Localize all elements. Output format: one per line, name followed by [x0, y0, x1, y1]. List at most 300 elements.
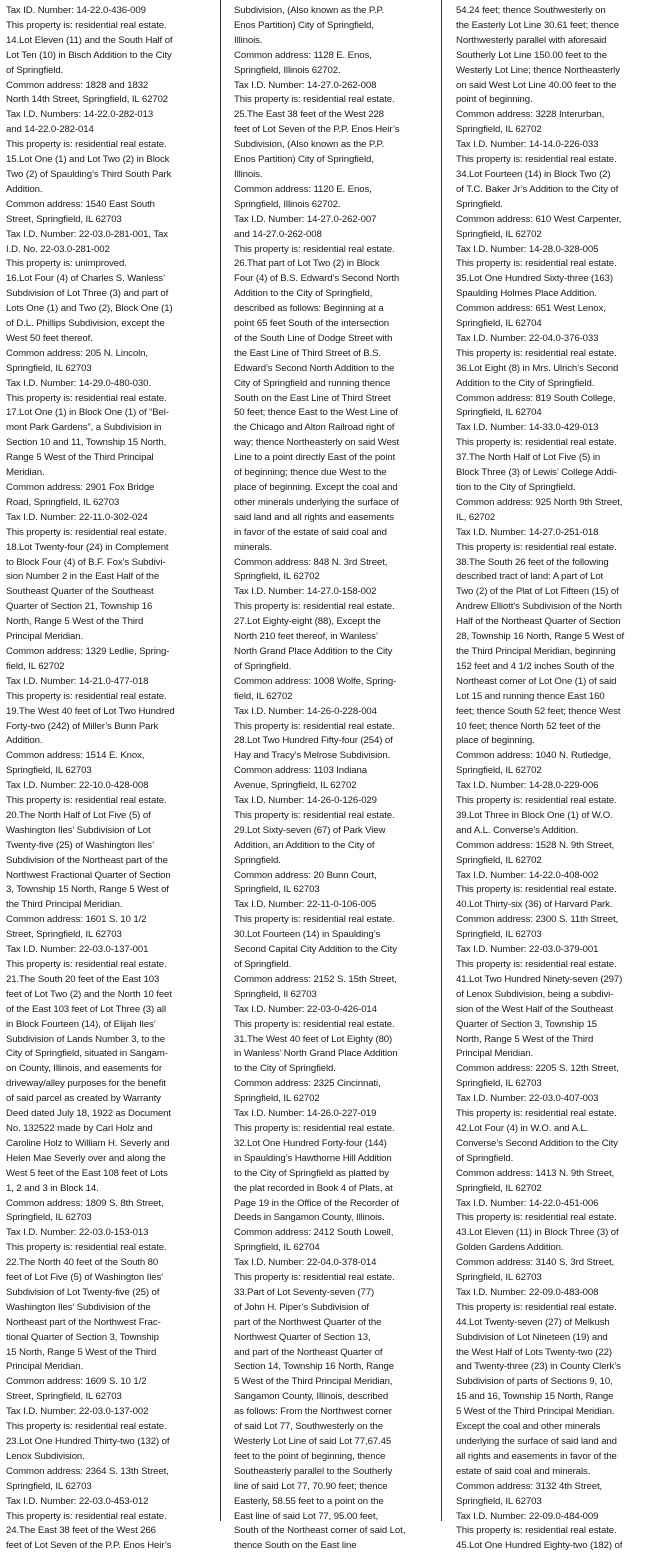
text-line: field, IL 62702 — [6, 660, 65, 672]
text-line: Common address: 1609 S. 10 1/2 — [6, 1376, 147, 1388]
text-line: Springfield, IL 62703 — [6, 1212, 92, 1224]
text-line: 42.Lot Four (4) in W.O. and A.L. — [456, 1122, 589, 1134]
text-line: Except the coal and other minerals — [456, 1421, 601, 1433]
text-line: Tax I.D. Number: 22-03.0-153-013 — [6, 1227, 149, 1239]
text-line: Common address: 3132 4th Street, — [456, 1480, 603, 1492]
text-line: North 210 feet thereof, in Wanless’ — [234, 631, 378, 643]
text-line: Tax I.D. Number: 22-03.0-453-012 — [6, 1495, 149, 1507]
text-line: Spaulding Holmes Place Addition. — [456, 288, 597, 300]
text-line: Northwest Fractional Quarter of Section — [6, 869, 171, 881]
text-line: South on the East Line of Third Street — [234, 392, 391, 404]
text-line: Golden Gardens Addition. — [456, 1242, 564, 1254]
text-line: Common address: 205 N. Lincoln, — [6, 347, 148, 359]
text-line: Springfield, IL 62703 — [456, 1078, 542, 1090]
text-line: Common address: 3228 Interurban, — [456, 109, 605, 121]
text-line: Common address: 2901 Fox Bridge — [6, 482, 155, 493]
text-line: Springfield, Il 62703 — [234, 988, 317, 1000]
text-line: This property is: residential real estate. — [234, 243, 395, 255]
text-line: Northwest Quarter of Section 13, — [234, 1331, 371, 1343]
text-line: Addition, an Addition to the City of — [234, 839, 375, 851]
text-line: 24.The East 38 feet of the West 266 — [6, 1525, 156, 1537]
text-line: Common address: 2325 Cincinnati, — [234, 1078, 381, 1090]
text-line: Sangamon County, Illinois, described — [234, 1391, 389, 1403]
text-line: in favor of the estate of said coal and — [234, 526, 387, 538]
text-line: Tax ID. Number: 14-22.0-436-009 — [6, 5, 146, 16]
text-line: of T.C. Baker Jr’s Addition to the City of — [456, 183, 619, 195]
text-line: 25.The East 38 feet of the West 228 — [234, 109, 384, 121]
text-line: This property is: residential real estate. — [456, 1525, 617, 1537]
text-line: 14.Lot Eleven (11) and the South Half of — [6, 34, 173, 46]
text-line: This property is: residential real estate. — [6, 690, 167, 702]
text-line: 18.Lot Twenty-four (24) in Complement — [6, 541, 169, 553]
text-line: Caroline Holz to William H. Severly and — [6, 1137, 170, 1149]
text-line: described as follows: Beginning at a — [234, 303, 384, 315]
text-line: Line to a point directly East of the point — [234, 452, 396, 464]
text-line: This property is: residential real estate. — [234, 720, 395, 732]
text-line: Springfield, IL 62703 — [6, 362, 92, 374]
text-line: Street, Springfield, IL 62703 — [6, 1391, 122, 1403]
text-line: Tax I.D. Number: 14-26-0-228-004 — [234, 705, 377, 717]
text-line: This property is: residential real estate. — [456, 437, 617, 449]
text-line: of said Lot 77, Southwesterly on the — [234, 1421, 383, 1433]
text-line: 28.Lot Two Hundred Fifty-four (254) of — [234, 735, 393, 747]
text-line: Springfield, IL 62704 — [234, 1242, 320, 1254]
text-line: 45.Lot One Hundred Eighty-two (182) of — [456, 1540, 623, 1552]
text-line: Common address: 1008 Wolfe, Spring- — [234, 675, 397, 687]
text-line: minerals. — [234, 541, 273, 553]
text-line: in Block Fourteen (14), of Elijah Iles’ — [6, 1018, 156, 1030]
text-line: North, Range 5 West of the Third — [456, 1033, 594, 1045]
text-line: Half of the Northeast Quarter of Section — [456, 616, 621, 628]
text-line: Springfield, IL 62702 — [456, 228, 542, 240]
text-line: 34.Lot Fourteen (14) in Block Two (2) — [456, 168, 611, 180]
text-line: Springfield, IL 62702 — [234, 1093, 320, 1105]
text-column-1 — [6, 4, 210, 1554]
text-line: Range 5 West of the Third Principal — [6, 452, 154, 464]
text-line: Washington Iles’ Subdivision of Lot — [6, 824, 151, 836]
text-line: to Block Four (4) of B.F. Fox’s Subdivi- — [6, 556, 166, 568]
text-line: the Easterly Lot Line 30.61 feet; thence — [456, 19, 619, 31]
text-line: Illinois. — [234, 168, 263, 180]
text-line: Common address: 1809 S. 8th Street, — [6, 1197, 164, 1209]
text-line: Common address: 848 N. 3rd Street, — [234, 556, 388, 568]
text-line: Tax I.D. Number: 14-27.0-262-008 — [234, 79, 377, 91]
text-line: City of Springfield, situated in Sangam- — [6, 1048, 168, 1060]
text-line: the Chicago and Alton Railroad right of — [234, 422, 395, 434]
text-line: 1, 2 and 3 in Block 14. — [6, 1182, 99, 1194]
text-line: 37.The North Half of Lot Five (5) in — [456, 452, 601, 464]
text-line: Common address: 2205 S. 12th Street, — [456, 1063, 619, 1075]
text-line: Springfield, IL 62704 — [456, 407, 542, 419]
column-divider-1 — [220, 0, 221, 1521]
text-line: Tax I.D. Number: 22-03.0-281-001, Tax — [6, 228, 168, 240]
text-line: Springfield, IL 62703 — [456, 929, 542, 941]
text-line: Road, Springfield, IL 62703 — [6, 496, 120, 508]
text-line: in Wanless’ North Grand Place Addition — [234, 1048, 398, 1060]
text-line: Tax I.D. Number: 22-03.0-137-002 — [6, 1406, 149, 1418]
text-line: and part of the Northeast Quarter of — [234, 1346, 383, 1358]
text-line: Tax I.D. Number: 22-04.0-378-014 — [234, 1257, 377, 1269]
text-line: to the City of Springfield as platted by — [234, 1167, 389, 1179]
text-line: Four (4) of B.S. Edward’s Second North — [234, 273, 400, 285]
text-line: in Spaulding’s Hawthorne Hill Addition — [234, 1152, 392, 1164]
text-line: feet of Lot Seven of the P.P. Enos Heir’s — [234, 124, 400, 136]
text-line: Andrew Elliott’s Subdivision of the North — [456, 601, 622, 613]
text-line: Common address: 1540 East South — [6, 198, 155, 210]
text-line: Tax I.D. Number: 22-03-0-426-014 — [234, 1003, 377, 1015]
text-column-3 — [456, 4, 660, 1554]
text-line: Tax I.D. Number: 14-27.0-251-018 — [456, 526, 599, 538]
text-line: This property is: residential real estate. — [456, 1301, 617, 1313]
text-line: 3, Township 15 North, Range 5 West of — [6, 884, 169, 896]
text-line: all rights and easements in favor of the — [456, 1450, 617, 1462]
text-line: Addition to the City of Springfield, — [234, 288, 373, 300]
text-line: Common address: 2152 S. 15th Street, — [234, 973, 397, 985]
text-line: 17.Lot One (1) in Block One (1) of “Bel- — [6, 407, 169, 419]
text-line: Section 10 and 11, Township 15 North, — [6, 437, 167, 449]
text-line: 32.Lot One Hundred Forty-four (144) — [234, 1137, 387, 1149]
text-line: on County, Illinois, and easements for — [6, 1063, 163, 1075]
text-line: the Third Principal Meridian. — [6, 899, 123, 911]
text-line: Tax I.D. Number: 14-21.0-477-018 — [6, 675, 149, 687]
text-line: Two (2) of Spaulding’s Third South Park — [6, 168, 172, 180]
text-line: Tax I.D. Number: 14-22.0-408-002 — [456, 869, 599, 881]
text-line: Helen Mae Severly over and along the — [6, 1152, 166, 1164]
text-line: Subdivision of the Northeast part of the — [6, 854, 168, 866]
text-line: Subdivision of parts of Sections 9, 10, — [456, 1376, 613, 1388]
text-line: Common address: 1329 Ledlie, Spring- — [6, 645, 170, 657]
text-line: Lot 15 and running thence East 160 — [456, 690, 605, 702]
text-line: Tax I.D. Number: 14-28.0-328-005 — [456, 243, 599, 255]
text-line: 20.The North Half of Lot Five (5) of — [6, 809, 151, 821]
text-line: City of Springfield and running thence — [234, 377, 391, 389]
text-line: 30.Lot Fourteen (14) in Spaulding’s — [234, 929, 381, 941]
text-line: Tax I.D. Number: 14-26-0-126-029 — [234, 795, 377, 807]
text-line: This property is: residential real estate. — [234, 94, 395, 106]
text-line: Principal Meridian. — [456, 1048, 534, 1060]
text-line: This property is: residential real estate. — [234, 601, 395, 613]
text-line: Springfield, IL 62703 — [6, 1480, 92, 1492]
text-line: Common address: 1528 N. 9th Street, — [456, 839, 615, 851]
text-line: Springfield, IL 62704 — [456, 318, 542, 330]
text-line: This property is: residential real estate. — [456, 959, 617, 970]
text-line: as follows: From the Northwest corner — [234, 1406, 392, 1418]
text-line: 50 feet; thence East to the West Line of — [234, 407, 398, 419]
text-line: 54.24 feet; thence Southwesterly on — [456, 5, 606, 16]
text-line: 39.Lot Three in Block One (1) of W.O. — [456, 809, 613, 821]
text-line: 26.That part of Lot Two (2) in Block — [234, 258, 380, 270]
text-line: of Springfield. — [6, 64, 64, 76]
text-line: to the City of Springfield. — [234, 1063, 336, 1075]
column-divider-2 — [441, 0, 442, 1521]
text-line: This property is: residential real estate. — [456, 795, 617, 807]
text-line: Subdivision of Lot Nineteen (19) and — [456, 1331, 608, 1343]
text-line: Two (2) of the Plat of Lot Fifteen (15) of — [456, 586, 619, 598]
text-line: Principal Meridian. — [6, 1361, 84, 1373]
text-line: 28, Township 16 North, Range 5 West of — [456, 631, 625, 643]
text-line: Common address: 651 West Lenox, — [456, 303, 606, 315]
text-line: Lot Ten (10) in Bisch Addition to the City — [6, 49, 172, 61]
text-line: Twenty-five (25) of Washington Iles’ — [6, 839, 155, 851]
text-line: of said parcel as created by Warranty — [6, 1093, 161, 1105]
text-line: Springfield, IL 62702 — [456, 1182, 542, 1194]
text-line: point of beginning. — [456, 94, 533, 106]
text-line: driveway/alley purposes for the benefit — [6, 1078, 166, 1090]
text-line: 23.Lot One Hundred Thirty-two (132) of — [6, 1436, 170, 1447]
text-line: This property is: residential real estate. — [234, 1122, 395, 1134]
text-line: Second Capital City Addition to the City — [234, 944, 397, 956]
text-line: thence South on the East line — [234, 1540, 357, 1552]
text-line: of the South Line of Dodge Street with — [234, 332, 393, 344]
text-line: North, Range 5 West of the Third — [6, 616, 144, 628]
text-line: and 14-22.0-282-014 — [6, 124, 94, 136]
text-line: of Springfield. — [234, 660, 292, 672]
text-line: Quarter of Section 3, Township 15 — [456, 1018, 598, 1030]
text-line: 29.Lot Sixty-seven (67) of Park View — [234, 824, 386, 836]
text-line: This property is: residential real estate. — [234, 1272, 395, 1284]
text-line: Common address: 925 North 9th Street, — [456, 496, 623, 508]
text-line: IL, 62702 — [456, 511, 496, 523]
text-line: 38.The South 26 feet of the following — [456, 556, 609, 568]
text-line: 15 and 16, Township 15 North, Range — [456, 1391, 614, 1403]
text-line: and 14-27.0-262-008 — [234, 228, 322, 240]
text-line: Springfield, IL 62703 — [456, 1272, 542, 1284]
text-line: Common address: 2412 South Lowell, — [234, 1227, 394, 1239]
text-line: Common address: 1128 E. Enos, — [234, 49, 372, 61]
text-line: This property is: residential real estate. — [6, 526, 167, 538]
text-line: Deed dated July 18, 1922 as Document — [6, 1108, 171, 1120]
text-line: I.D. No. 22-03.0-281-002 — [6, 243, 110, 255]
text-line: Springfield. — [456, 198, 503, 210]
text-line: 31.The West 40 feet of Lot Eighty (80) — [234, 1033, 393, 1045]
text-line: Subdivision of Lands Number 3, to the — [6, 1033, 165, 1045]
text-line: This property is: residential real estate. — [456, 258, 617, 270]
text-line: Common address: 1103 Indiana — [234, 765, 368, 777]
text-line: way; thence Northeasterly on said West — [234, 437, 400, 449]
text-line: Southeast Quarter of the Southeast — [6, 586, 154, 598]
text-line: 152 feet and 4 1/2 inches South of the — [456, 660, 615, 672]
text-line: Tax I.D. Number: 22-03.0-137-001 — [6, 944, 149, 956]
text-line: 41.Lot Two Hundred Ninety-seven (297) — [456, 973, 623, 985]
text-line: other minerals underlying the surface of — [234, 496, 399, 508]
text-line: This property is: residential real estate. — [6, 1421, 167, 1433]
text-line: 15.Lot One (1) and Lot Two (2) in Block — [6, 154, 170, 166]
text-line: Section 14, Township 16 North, Range — [234, 1361, 394, 1373]
text-line: Converse’s Second Addition to the City — [456, 1137, 618, 1149]
text-line: This property is: residential real estate. — [6, 959, 167, 970]
text-line: described tract of land: A part of Lot — [456, 571, 604, 583]
text-line: Tax I.D. Number: 22-11-0-106-005 — [234, 899, 377, 911]
text-line: of the East 103 feet of Lot Three (3) all — [6, 1003, 166, 1015]
text-line: Easterly, 58.55 feet to a point on the — [234, 1495, 384, 1507]
text-line: Westerly Lot Line; thence Northeasterly — [456, 64, 620, 76]
text-line: This property is: residential real estate. — [456, 347, 617, 359]
text-line: Springfield, IL 62703 — [234, 884, 320, 896]
text-line: Tax I.D. Number: 22-09.0-483-008 — [456, 1286, 599, 1298]
text-line: of Lenox Subdivision, being a subdivi- — [456, 988, 614, 1000]
text-line: South of the Northeast corner of said Lot, — [234, 1525, 406, 1537]
text-line: on said West Lot Line 40.00 feet to the — [456, 79, 617, 91]
text-line: Common address: 3140 S. 3rd Street, — [456, 1257, 615, 1269]
text-line: This property is: residential real estate. — [234, 809, 395, 821]
text-line: Page 19 in the Office of the Recorder of — [234, 1197, 399, 1209]
text-line: Common address: 1413 N. 9th Street, — [456, 1167, 615, 1179]
text-line: West 50 feet thereof. — [6, 332, 93, 344]
text-line: Block Three (3) of Lewis’ College Addi- — [456, 467, 617, 479]
text-line: Common address: 1040 N. Rutledge, — [456, 750, 612, 762]
text-line: feet of Lot Five (5) of Washington Iles’ — [6, 1272, 164, 1284]
text-line: sion of the West Half of the Southeast — [456, 1003, 614, 1015]
text-line: Subdivision, (Also known as the P.P. — [234, 139, 385, 151]
text-line: North Grand Place Addition to the City — [234, 645, 393, 657]
text-line: 35.Lot One Hundred Sixty-three (163) — [456, 273, 613, 285]
text-line: Street, Springfield, IL 62703 — [6, 929, 122, 941]
text-line: 44.Lot Twenty-seven (27) of Melkush — [456, 1316, 610, 1328]
text-line: Southeasterly parallel to the Southerly — [234, 1465, 393, 1477]
text-line: Subdivision of Lot Three (3) and part of — [6, 288, 169, 300]
text-line: West 5 feet of the East 108 feet of Lots — [6, 1167, 168, 1179]
text-line: the East Line of Third Street of B.S. — [234, 347, 382, 359]
text-line: 36.Lot Eight (8) in Mrs. Ulrich’s Second — [456, 362, 619, 374]
text-line: This property is: residential real estate. — [6, 139, 167, 151]
text-line: Common address: 2364 S. 13th Street, — [6, 1465, 169, 1477]
text-line: place of beginning. — [456, 735, 535, 747]
text-line: Tax I.D. Number: 22-11.0-302-024 — [6, 511, 148, 523]
text-line: This property is: residential real estate. — [456, 1212, 617, 1224]
text-line: estate of said coal and minerals. — [456, 1465, 591, 1477]
text-line: Enos Partition) City of Springfield, — [234, 19, 374, 31]
text-line: said land and all rights and easements — [234, 511, 394, 523]
text-line: underlying the surface of said land and — [456, 1436, 617, 1447]
text-line: Meridian. — [6, 467, 45, 479]
text-line: Common address: 819 South College, — [456, 392, 616, 404]
text-line: of Springfield. — [234, 959, 292, 970]
text-line: Tax I.D. Number: 22-03.0-379-001 — [456, 944, 599, 956]
text-line: Tax I.D. Number: 14-29.0-480-030. — [6, 377, 151, 389]
text-line: Washington Iles’ Subdivision of the — [6, 1301, 151, 1313]
text-line: 43.Lot Eleven (11) in Block Three (3) of — [456, 1227, 619, 1239]
text-line: Common address: 610 West Carpenter, — [456, 213, 622, 225]
text-line: feet to the point of beginning, thence — [234, 1450, 386, 1462]
text-line: sion Number 2 in the East Half of the — [6, 571, 160, 583]
text-line: Tax I.D. Number: 14-28.0-229-006 — [456, 780, 599, 792]
text-line: feet; thence South 52 feet; thence West — [456, 705, 621, 717]
text-line: Tax I.D. Numbers: 14-22.0-282-013 — [6, 109, 154, 121]
text-line: place of beginning. Except the coal and — [234, 482, 398, 493]
text-line: Street, Springfield, IL 62703 — [6, 213, 122, 225]
text-line: This property is: residential real estate. — [6, 1242, 167, 1254]
text-line: This property is: residential real estate. — [456, 1108, 617, 1120]
text-line: This property is: residential real estate. — [6, 19, 167, 31]
text-line: Springfield, Illinois 62702. — [234, 64, 341, 76]
text-line: Hay and Tracy’s Melrose Subdivision. — [234, 750, 391, 762]
text-line: Avenue, Springfield, IL 62702 — [234, 780, 357, 792]
text-line: Tax I.D. Number: 14-14.0-226-033 — [456, 139, 599, 151]
text-line: Principal Meridian. — [6, 631, 84, 643]
text-line: Tax I.D. Number: 14-27.0-262-007 — [234, 213, 377, 225]
text-line: field, IL 62702 — [234, 690, 293, 702]
text-line: Northeast corner of Lot One (1) of said — [456, 675, 617, 687]
text-line: Northeast part of the Northwest Frac- — [6, 1316, 161, 1328]
text-line: the West Half of Lots Twenty-two (22) — [456, 1346, 612, 1358]
text-line: This property is: residential real estate. — [6, 1510, 167, 1522]
text-line: Springfield, IL 62702 — [234, 571, 320, 583]
text-line: tional Quarter of Section 3, Township — [6, 1331, 159, 1343]
text-line: Tax I.D. Number: 14-22.0-451-006 — [456, 1197, 599, 1209]
text-line: Common address: 2300 S. 11th Street, — [456, 914, 619, 926]
text-line: Tax I.D. Number: 14-26.0-227-019 — [234, 1108, 377, 1120]
text-line: of John H. Piper’s Subdivision of — [234, 1301, 369, 1313]
text-line: Tax I.D. Number: 22-04.0-376-033 — [456, 332, 599, 344]
text-line: 5 West of the Third Principal Meridian, — [234, 1376, 393, 1388]
text-line: Westerly Lot Line of said Lot 77,67.45 — [234, 1436, 392, 1447]
text-line: 27.Lot Eighty-eight (88), Except the — [234, 616, 381, 628]
text-line: 16.Lot Four (4) of Charles S. Wanless’ — [6, 273, 166, 285]
text-line: 10 feet; thence North 52 feet of the — [456, 720, 601, 732]
text-line: Springfield, IL 62703 — [456, 1495, 542, 1507]
text-line: Addition to the City of Springfield. — [456, 377, 595, 389]
text-line: This property is: residential real estate. — [456, 154, 617, 166]
text-line: Tax I.D. Number: 14-33.0-429-013 — [456, 422, 599, 434]
text-line: 40.Lot Thirty-six (36) of Harvard Park. — [456, 899, 613, 911]
text-line: Springfield, IL 62702 — [456, 124, 542, 136]
text-line: Common address: 1601 S. 10 1/2 — [6, 914, 147, 926]
text-line: This property is: residential real estate. — [234, 914, 395, 926]
text-line: This property is: residential real estate. — [234, 1018, 395, 1030]
text-line: the plat recorded in Book 4 of Plats, at — [234, 1182, 393, 1194]
text-line: of D.L. Phillips Subdivision, except the — [6, 318, 165, 330]
text-line: 19.The West 40 feet of Lot Two Hundred — [6, 705, 175, 717]
text-line: of Springfield. — [456, 1152, 514, 1164]
text-line: Tax I.D. Number: 22-03.0-407-003 — [456, 1093, 599, 1105]
text-line: and A.L. Converse’s Addition. — [456, 824, 579, 836]
text-line: 21.The South 20 feet of the East 103 — [6, 973, 160, 985]
text-line: Springfield, Illinois 62702. — [234, 198, 341, 210]
text-line: mont Park Gardens”, a Subdivision in — [6, 422, 162, 434]
text-line: North 14th Street, Springfield, IL 62702 — [6, 94, 169, 106]
text-line: feet of Lot Seven of the P.P. Enos Heir’s — [6, 1540, 172, 1552]
text-line: Forty-two (242) of Miller’s Bunn Park — [6, 720, 159, 732]
text-line: feet of Lot Two (2) and the North 10 feet — [6, 988, 172, 1000]
text-line: Northwesterly parallel with aforesaid — [456, 34, 607, 46]
text-line: Tax I.D. Number: 14-27.0-158-002 — [234, 586, 377, 598]
text-line: Tax I.D. Number: 22-09.0-484-009 — [456, 1510, 599, 1522]
text-line: Quarter of Section 21, Township 16 — [6, 601, 153, 613]
text-line: 22.The North 40 feet of the South 80 — [6, 1257, 159, 1269]
text-line: and Twenty-three (23) in County Clerk’s — [456, 1361, 621, 1373]
text-line: This property is: unimproved. — [6, 258, 127, 270]
text-line: point 65 feet South of the intersection — [234, 318, 390, 330]
text-line: Springfield, IL 62702 — [456, 854, 542, 866]
text-line: Southerly Lot Line 150.00 feet to the — [456, 49, 607, 61]
text-line: Lots One (1) and Two (2), Block One (1) — [6, 303, 173, 315]
text-line: Springfield, IL 62703 — [6, 765, 92, 777]
text-line: This property is: residential real estate. — [6, 795, 167, 807]
text-line: Deeds in Sangamon County, Illinois. — [234, 1212, 385, 1224]
text-line: This property is: residential real estate. — [456, 884, 617, 896]
text-column-2 — [234, 4, 438, 1554]
text-line: line of said Lot 77, 70.90 feet; thence — [234, 1480, 388, 1492]
text-line: 15 North, Range 5 West of the Third — [6, 1346, 157, 1358]
text-line: 33.Part of Lot Seventy-seven (77) — [234, 1286, 375, 1298]
text-line: Common address: 1514 E. Knox, — [6, 750, 145, 762]
text-line: This property is: residential real estate. — [456, 541, 617, 553]
text-line: Addition. — [6, 183, 43, 195]
text-line: Addition. — [6, 735, 43, 747]
text-line: Subdivision, (Also known as the P.P. — [234, 5, 385, 16]
text-line: Lenox Subdivision. — [6, 1450, 85, 1462]
text-line: Common address: 20 Bunn Court, — [234, 869, 377, 881]
